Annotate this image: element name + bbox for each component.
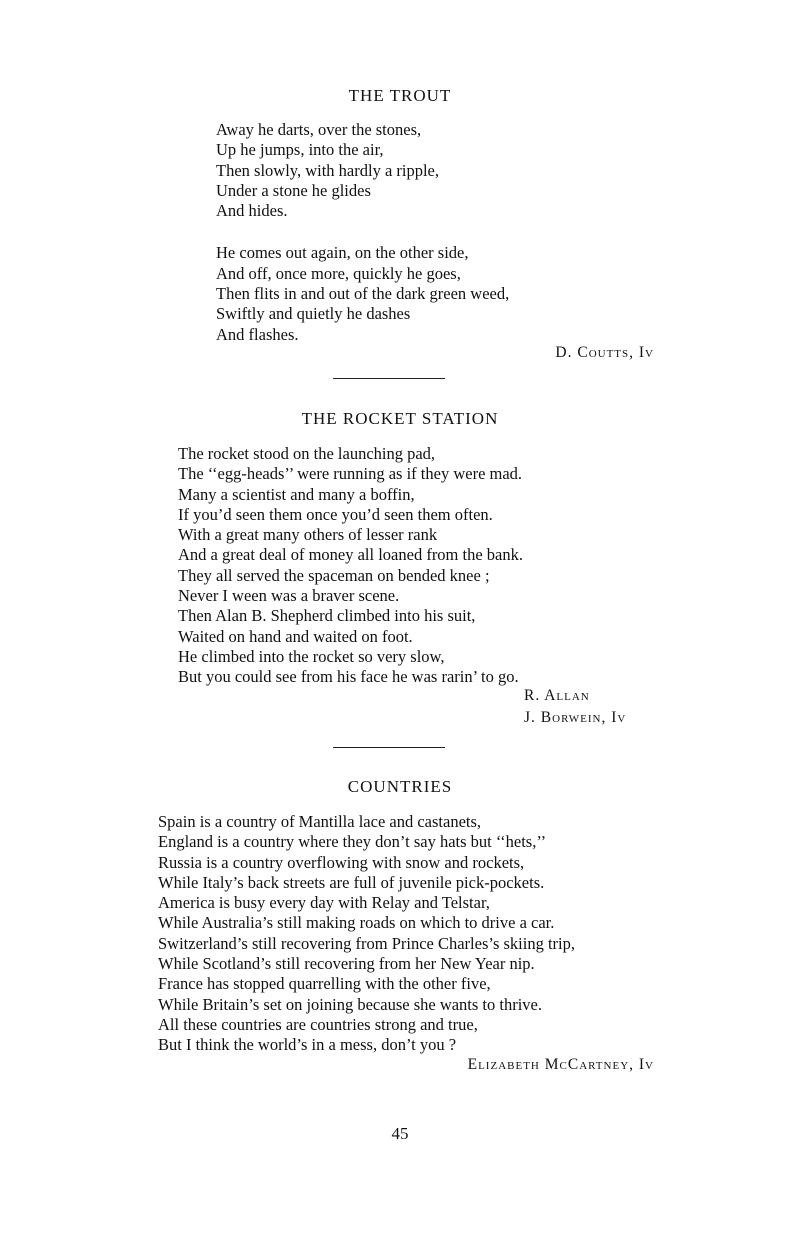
poem-body-countries	[158, 812, 575, 1056]
poem-line: Then Alan B. Shepherd climbed into his suit,	[178, 606, 476, 626]
poem-line: Swiftly and quietly he dashes	[216, 304, 411, 324]
poem-line: They all served the spaceman on bended knee ;	[178, 565, 490, 585]
poem-line: While Australia’s still making roads on which to drive a car.	[158, 913, 555, 933]
poem-title-trout: THE TROUT	[348, 86, 452, 105]
section-divider	[333, 378, 445, 379]
poem-line: Never I ween was a braver scene.	[178, 586, 400, 606]
poem-line: Waited on hand and waited on foot.	[178, 626, 413, 646]
poem-line: Switzerland’s still recovering from Prince Charles’s skiing trip,	[158, 933, 576, 953]
author-rocket-station-1: R. Allan	[524, 687, 590, 704]
poem-line: Russia is a country overflowing with snow and rockets,	[158, 852, 525, 872]
poem-line: And off, once more, quickly he goes,	[216, 263, 461, 283]
poem-line: Spain is a country of Mantilla lace and castanets,	[158, 812, 482, 831]
poem-line: And a great deal of money all loaned from the bank.	[178, 545, 524, 565]
poem-line: While Britain’s set on joining because she wants to thrive.	[158, 994, 543, 1014]
poem-line: France has stopped quarrelling with the other five,	[158, 974, 491, 994]
poem-line: Then slowly, with hardly a ripple,	[216, 160, 440, 180]
stanza-break	[216, 221, 509, 243]
poem-line: But I think the world’s in a mess, don’t you ?	[158, 1035, 457, 1055]
poem-line: The ‘‘egg-heads’’ were running as if they were mad.	[178, 464, 523, 484]
poem-line: Many a scientist and many a boffin,	[178, 484, 415, 504]
poem-line: He climbed into the rocket so very slow,	[178, 646, 445, 666]
poem-body-trout	[216, 120, 509, 345]
poem-body-rocket-station	[178, 444, 523, 688]
poem-line: And hides.	[216, 201, 288, 221]
poem-line: If you’d seen them once you’d seen them often.	[178, 504, 493, 524]
poem-line: But you could see from his face he was rarin’ to go.	[178, 667, 519, 687]
poem-title-rocket-station: THE ROCKET STATION	[301, 409, 499, 428]
poem-line: America is busy every day with Relay and Telstar,	[158, 893, 490, 913]
author-trout: D. Coutts, Iv	[555, 344, 654, 361]
poem-line: Under a stone he glides	[216, 180, 371, 200]
author-countries: Elizabeth McCartney, Iv	[467, 1056, 654, 1073]
poem-line: While Italy’s back streets are full of juvenile pick-pockets.	[158, 872, 545, 892]
poem-line: England is a country where they don’t say hats but ‘‘hets,’’	[158, 832, 547, 852]
section-divider	[333, 747, 445, 748]
poem-line: He comes out again, on the other side,	[216, 243, 469, 263]
poem-line: Up he jumps, into the air,	[216, 140, 384, 160]
poem-line: Then flits in and out of the dark green weed,	[216, 284, 510, 304]
poem-line: And flashes.	[216, 324, 299, 344]
page-number: 45	[391, 1124, 409, 1143]
author-rocket-station-2: J. Borwein, Iv	[524, 709, 627, 726]
poem-line: Away he darts, over the stones,	[216, 120, 422, 139]
poem-line: All these countries are countries strong and true,	[158, 1014, 478, 1034]
poem-line: While Scotland’s still recovering from her New Year nip.	[158, 954, 535, 974]
poem-line: The rocket stood on the launching pad,	[178, 444, 436, 463]
poem-title-countries: COUNTRIES	[347, 777, 453, 796]
poem-line: With a great many others of lesser rank	[178, 525, 438, 545]
